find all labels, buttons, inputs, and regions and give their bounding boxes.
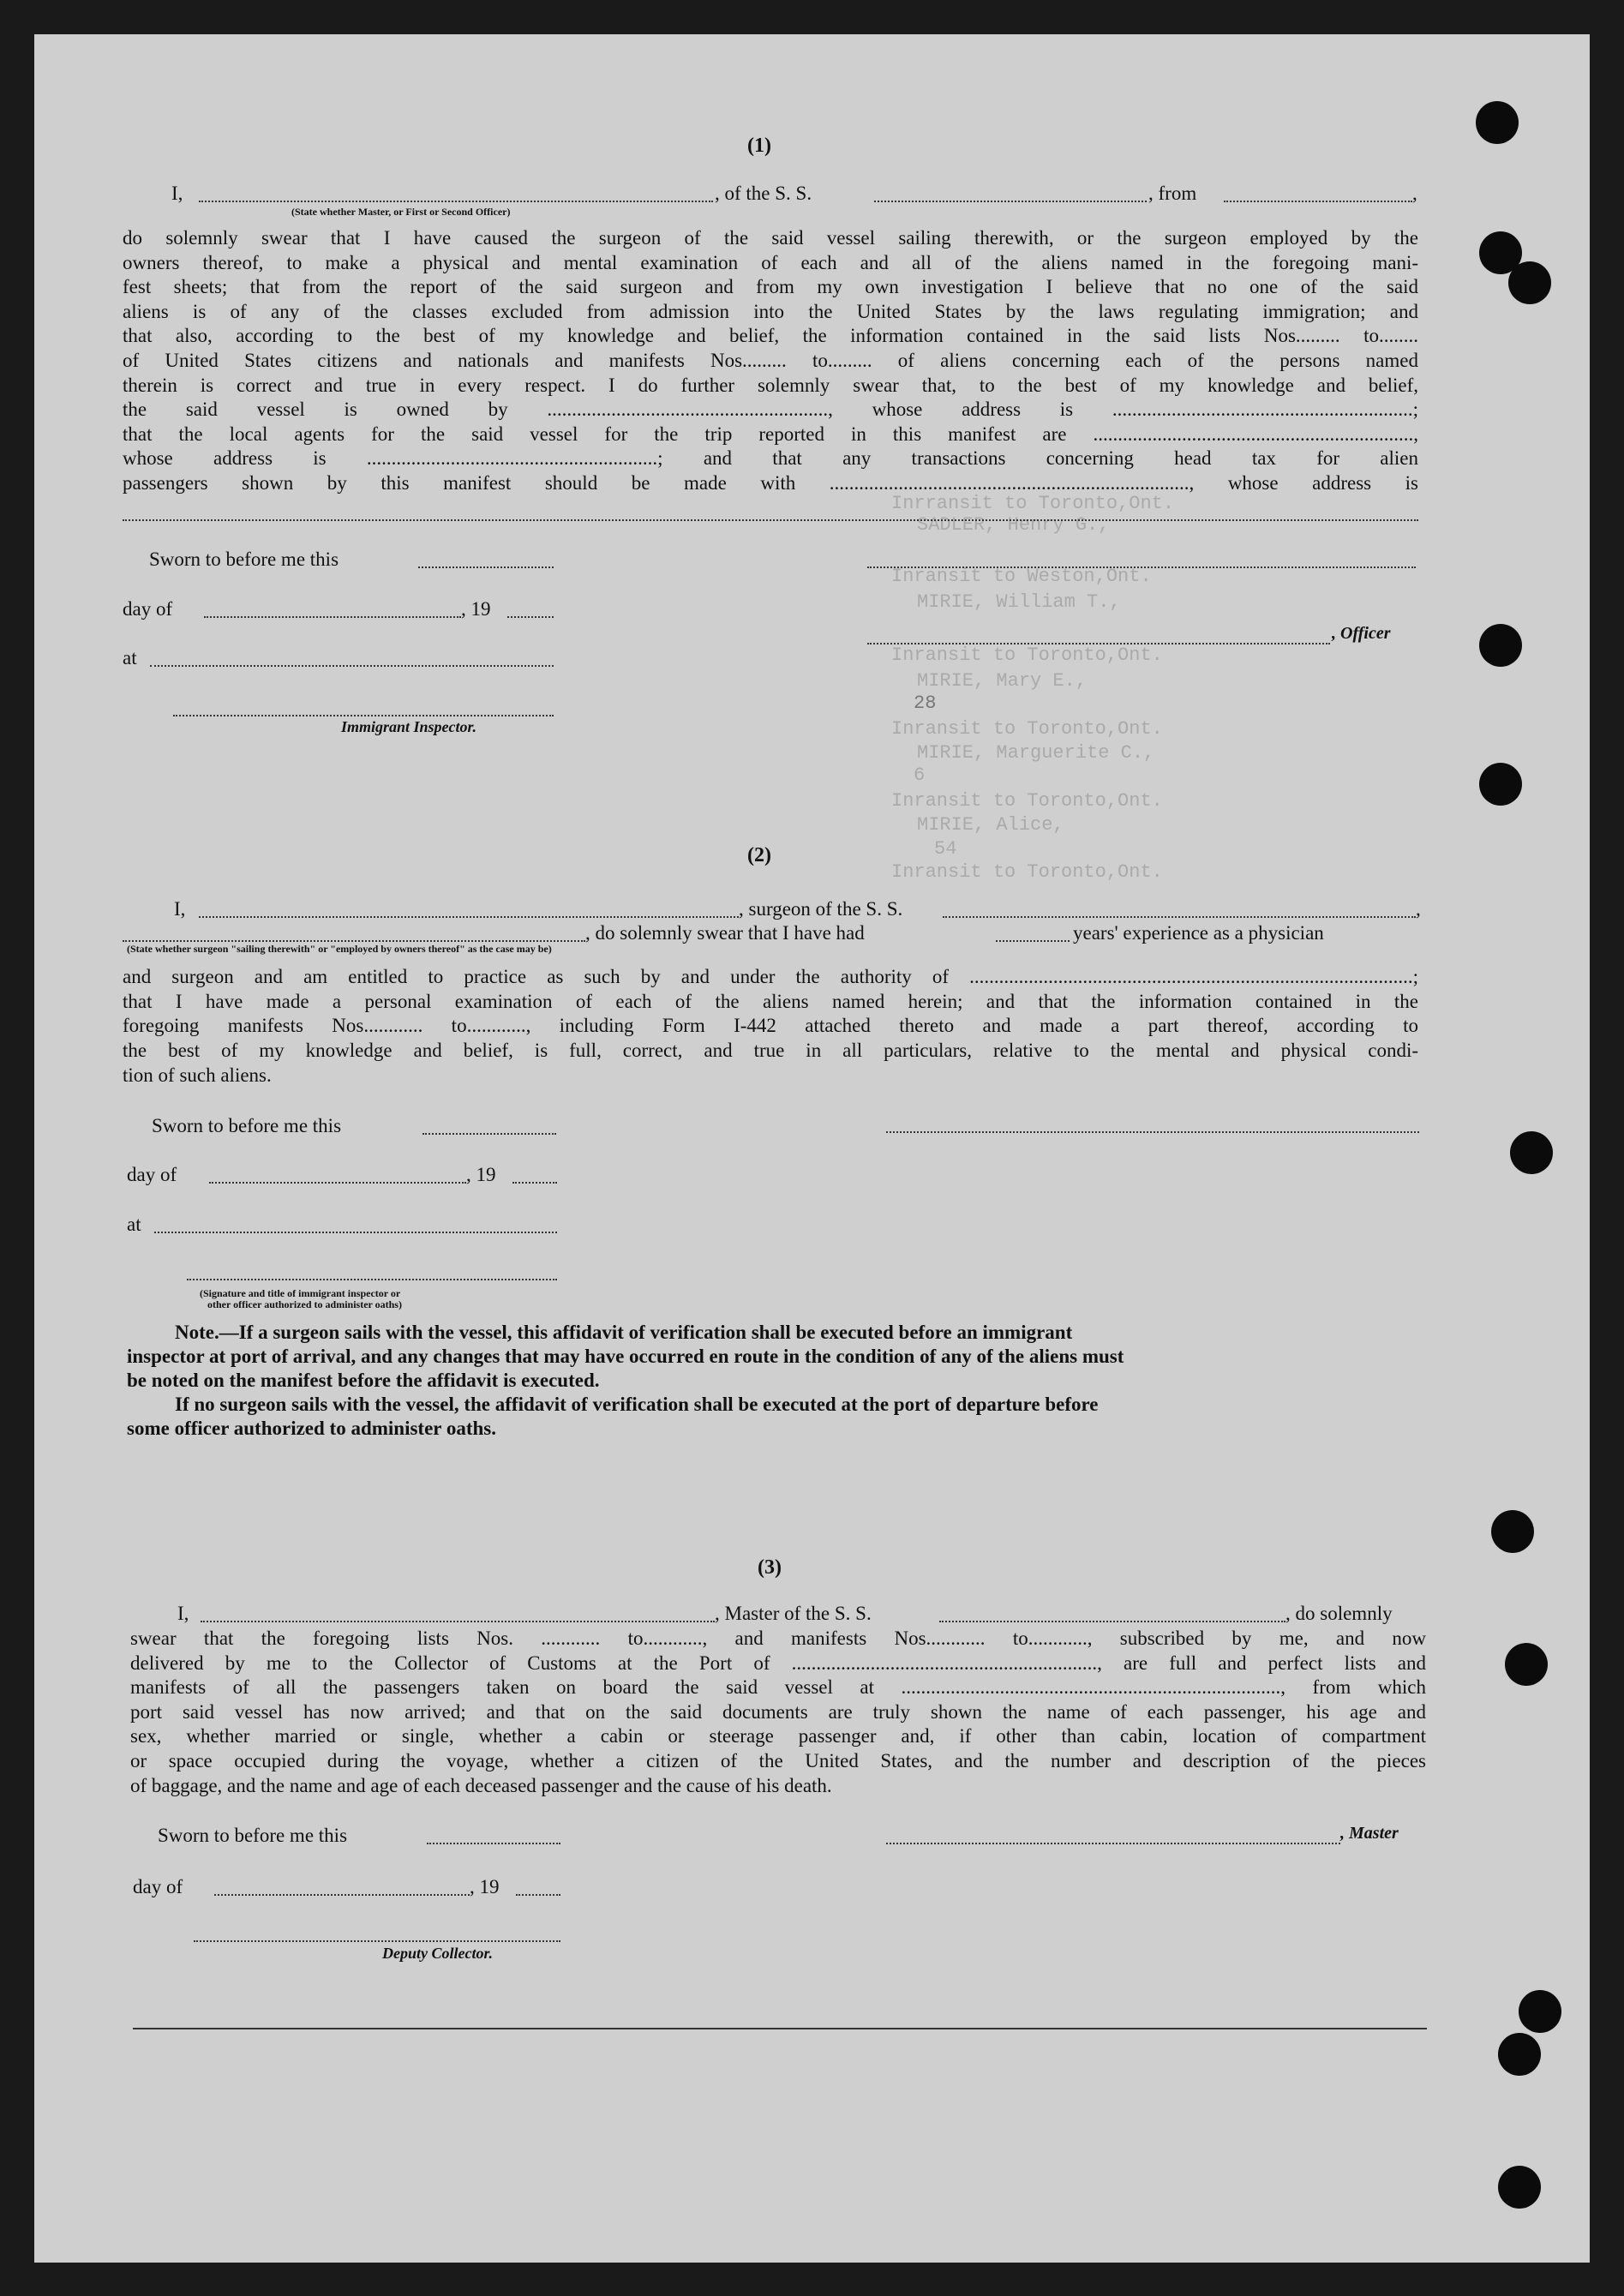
section-1-paragraph: do solemnly swear that I have caused the surgeon of the said vessel sailing therewith, or the surgeon employed by the owners thereof, to make a physical and mental examination of each and all of the aliens named in the foregoing mani- fest sheets; that from the report of the said surgeon and from my own investigation I believe that no one of the said aliens is of any of the classes excluded from admission into the United States by the laws regulating immigration; and that also, according to the best of my knowledge and belief, the information contained in the said lists Nos......... to........ of United States citizens and nationals and manifests Nos......... to......... of aliens concerning each of the persons named therein is correct and true in every respect. I do further solemnly swear that, to the best of my knowledge and belief, the said vessel is owned by ........................................................., whose address is .............................................................; that the local agents for the said vessel for the trip reported in this manifest are ................................................................., whose address is ...........................................................; and that any transactions concerning head tax for alien passengers shown by this manifest should be made with ........................................................................., whose address is — [123, 227, 1418, 494]
day-of-label-1: day of — [123, 598, 173, 620]
punch-hole — [1510, 1131, 1553, 1174]
scan-edge — [1590, 34, 1624, 2263]
name-field[interactable] — [199, 201, 713, 202]
punch-hole — [1519, 1990, 1561, 2033]
master-name-field[interactable] — [201, 1621, 715, 1622]
bottom-rule — [133, 2028, 1427, 2029]
day-field-1[interactable] — [204, 616, 461, 618]
at-field-1[interactable] — [150, 665, 554, 667]
year-field-2[interactable] — [512, 1182, 557, 1184]
punch-hole — [1491, 1510, 1534, 1553]
at-label-2: at — [127, 1214, 141, 1235]
officer-line[interactable] — [867, 643, 1330, 644]
signature-caption-2: other officer authorized to administer oaths) — [207, 1298, 402, 1310]
note-block: Note.—If a surgeon sails with the vessel, this affidavit of verification shall be executed before an immigrant inspector at port of arrival, and any changes that may have occurred en route in the condition of any of the aliens must be noted on the manifest before the affidavit is executed. If no surgeon sails with the vessel, the affidavit of verification shall be executed at the port of departure before some officer authorized to administer oaths. — [127, 1322, 1124, 1439]
surgeon-signature-field[interactable] — [886, 1131, 1419, 1133]
punch-hole — [1479, 624, 1522, 667]
section-2-number: (2) — [747, 844, 771, 866]
from-field[interactable] — [1224, 201, 1412, 202]
surgeon-status-field[interactable] — [123, 940, 585, 942]
inspector-signature-field[interactable] — [173, 715, 554, 716]
year-label-3: , 19 — [470, 1876, 500, 1897]
at-label-1: at — [123, 647, 137, 668]
section-3-number: (3) — [758, 1556, 782, 1579]
surgeon-name-field[interactable] — [199, 916, 739, 918]
punch-hole — [1476, 101, 1519, 144]
deputy-collector-label: Deputy Collector. — [382, 1945, 493, 1962]
section-2-last-line: tion of such aliens. — [123, 1064, 272, 1086]
inspector-label: Immigrant Inspector. — [341, 718, 477, 735]
section-1-number: (1) — [747, 135, 771, 157]
officer-label: , Officer — [1332, 624, 1391, 643]
officer-signature-field[interactable] — [867, 567, 1416, 568]
sworn-label-2: Sworn to before me this — [152, 1115, 342, 1136]
years-field[interactable] — [996, 940, 1070, 942]
surgeon-caption: (State whether surgeon "sailing therewith" or "employed by owners thereof" as the case may be) — [127, 943, 552, 955]
section-2-paragraph: and surgeon and am entitled to practice as such by and under the authority of ..........................................................................................; that I have made a personal examination of each of the aliens named herein; and that the information contained in the foregoing manifests Nos............ to............, including Form I-442 attached thereto and made a part thereof, according to the best of my knowledge and belief, is full, correct, and true in all particulars, relative to the mental and physical condi- — [123, 966, 1418, 1061]
day-field-2[interactable] — [209, 1182, 466, 1184]
inspector-signature-field-2[interactable] — [187, 1279, 557, 1280]
master-signature-field[interactable] — [886, 1843, 1340, 1844]
section-3-paragraph: swear that the foregoing lists Nos. ............ to............, and manifests Nos............ to............, subscribed by me, and now delivered by me to the Collector of Customs at the Port of .............................................................., are full and perfect lists and manifests of all the passengers taken on board the said vessel at ............................................................................., from which port said vessel has now arrived; and that on the said documents are truly shown the name of each passenger, his age and sex, whether married or single, whether a cabin or steerage passenger and, if other than cabin, location of compartment or space occupied during the voyage, whether a citizen of the United States, and the number and description of the pieces — [130, 1628, 1426, 1771]
punch-hole — [1479, 763, 1522, 806]
year-field-1[interactable] — [507, 616, 554, 618]
punch-hole — [1508, 261, 1551, 304]
vessel-field-3[interactable] — [939, 1621, 1285, 1622]
punch-hole — [1498, 2166, 1541, 2209]
section-3-last-line: of baggage, and the name and age of each deceased passenger and the cause of his death. — [130, 1775, 832, 1796]
officer-caption: (State whether Master, or First or Second Officer) — [291, 206, 511, 218]
day-field-3[interactable] — [214, 1894, 470, 1896]
sworn-label-3: Sworn to before me this — [158, 1825, 348, 1846]
day-of-label-3: day of — [133, 1876, 183, 1897]
punch-hole — [1505, 1643, 1548, 1686]
year-label-2: , 19 — [466, 1164, 496, 1185]
sworn-date-field-2[interactable] — [422, 1133, 556, 1135]
sworn-date-field-1[interactable] — [418, 567, 554, 568]
punch-hole — [1498, 2033, 1541, 2076]
year-label-1: , 19 — [461, 598, 491, 620]
sworn-date-field-3[interactable] — [427, 1843, 560, 1844]
address-field[interactable] — [123, 519, 1418, 521]
master-label: , Master — [1340, 1824, 1399, 1843]
signature-caption-1: (Signature and title of immigrant inspector or — [200, 1287, 401, 1299]
sworn-label-1: Sworn to before me this — [149, 549, 339, 570]
at-field-2[interactable] — [154, 1232, 557, 1233]
day-of-label-2: day of — [127, 1164, 177, 1185]
vessel-field[interactable] — [874, 201, 1147, 202]
year-field-3[interactable] — [516, 1894, 560, 1896]
deputy-signature-field[interactable] — [194, 1940, 560, 1942]
vessel-field-2[interactable] — [943, 916, 1416, 918]
